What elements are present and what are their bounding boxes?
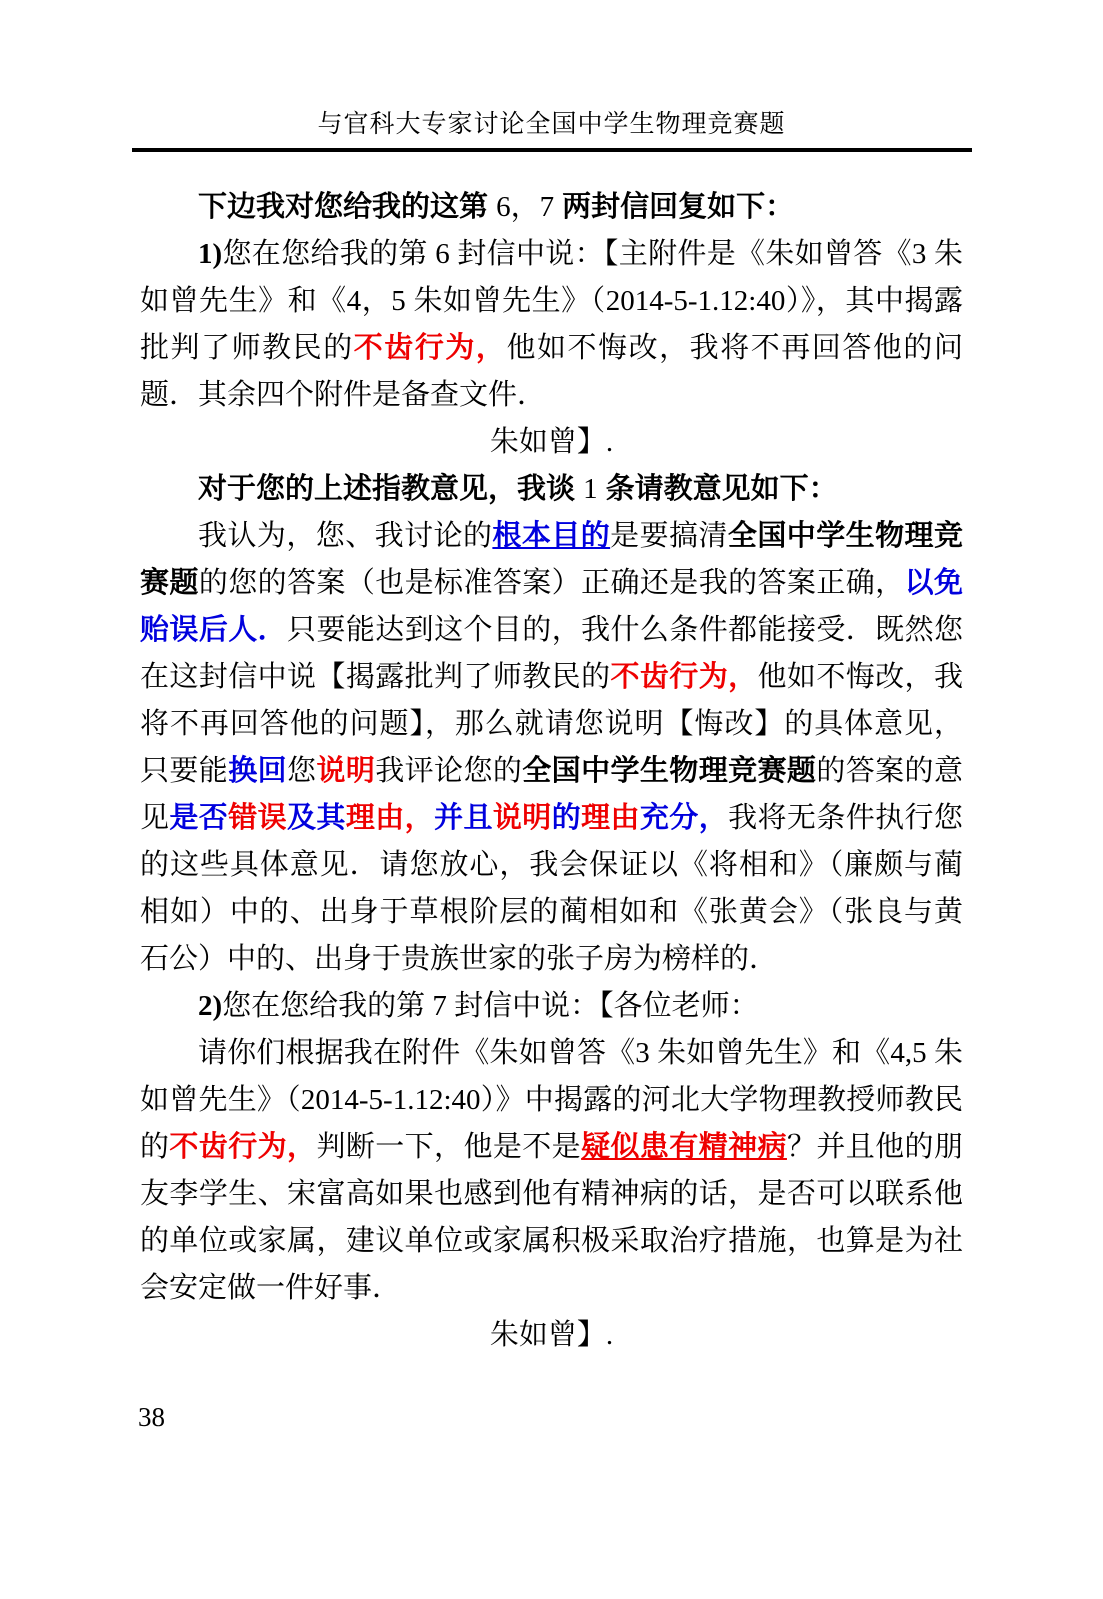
paragraph bbox=[140, 466, 963, 513]
text-segment: 我认为，您、我讨论的 bbox=[198, 520, 493, 552]
paragraph bbox=[140, 983, 963, 1030]
text-segment: 是要搞清 bbox=[610, 520, 728, 552]
text-segment: 朱如曾】. bbox=[489, 1319, 614, 1351]
text-segment: 条请教意见如下： bbox=[597, 473, 838, 505]
text-segment: 的您的答案（也是标准答案）正确还是我的答案正确， bbox=[198, 567, 905, 599]
text-segment: 理由， bbox=[345, 802, 435, 834]
running-head bbox=[0, 0, 1103, 152]
document-body bbox=[140, 184, 963, 1359]
text-segment: 错误 bbox=[228, 802, 288, 834]
text-segment: ？并且他的朋友李学生、宋富高如果也感到他有精神病的话，是否可以联系他的单位或家属，建议单位或家属积极采取治疗措施，也算是为社会安定做一件好事． bbox=[140, 1131, 963, 1304]
paragraph bbox=[140, 513, 963, 983]
text-segment: 说明 bbox=[492, 802, 552, 834]
text-segment: 全国中学生物理竞赛题 bbox=[140, 520, 963, 599]
text-segment: 您在您给我的第 7 封信中说：【各位老师： bbox=[222, 990, 759, 1022]
text-segment: 理由 bbox=[581, 802, 640, 834]
paragraph bbox=[140, 184, 963, 231]
paragraph bbox=[140, 1030, 963, 1312]
signature-line bbox=[140, 1312, 963, 1359]
text-segment: 以免贻误后人． bbox=[140, 567, 963, 646]
text-segment: 判断一下，他是不是 bbox=[316, 1131, 582, 1163]
text-segment: 1 bbox=[583, 473, 598, 505]
text-segment: 根本目的 bbox=[492, 520, 611, 552]
text-segment: 我评论您的 bbox=[375, 755, 523, 787]
text-segment: 两封信回复如下： bbox=[554, 191, 795, 223]
text-segment: 1) bbox=[198, 238, 223, 270]
text-segment: 您在您给我的第 6 封信中说：【主附件是《朱如曾答《3 朱如曾先生》和《4，5 朱如曾先生》（2014-5-1.12:40）》，其中揭露批判了师教民的 bbox=[140, 238, 963, 364]
text-segment: 及其 bbox=[287, 802, 346, 834]
text-segment: 是否 bbox=[169, 802, 229, 834]
text-segment: 您 bbox=[287, 755, 317, 787]
text-segment: 下边我对您给我的这第 bbox=[198, 191, 497, 223]
text-segment: 朱如曾】. bbox=[489, 426, 614, 458]
text-segment: 请你们根据我在附件《朱如曾答《3 朱如曾先生》和《4,5 朱如曾先生》（2014-5-1.12:40）》中揭露的河北大学物理教授师教民的 bbox=[140, 1037, 963, 1163]
paragraph bbox=[140, 231, 963, 419]
text-segment: 不齿行为， bbox=[169, 1131, 317, 1163]
text-segment: 我将无条件执行您的这些具体意见．请您放心，我会保证以《将相和》（廉颇与蔺相如）中的、出身于草根阶层的蔺相如和《张黄会》（张良与黄石公）中的、出身于贵族世家的张子房为榜样的． bbox=[140, 802, 963, 975]
text-segment: 不齿行为， bbox=[353, 332, 507, 364]
text-segment: 疑似患有精神病 bbox=[581, 1131, 787, 1163]
text-segment: 充分， bbox=[639, 802, 729, 834]
text-segment: 他如不悔改，我将不再回答他的问题】，那么就请您说明【悔改】的具体意见，只要能 bbox=[140, 661, 963, 787]
signature-line bbox=[140, 419, 963, 466]
text-segment: 只要能达到这个目的，我什么条件都能接受．既然您在这封信中说【揭露批判了师教民的 bbox=[140, 614, 963, 693]
text-segment: 换回 bbox=[228, 755, 288, 787]
header-title: 与官科大专家讨论全国中学生物理竞赛题 bbox=[317, 111, 786, 138]
text-segment: 对于您的上述指教意见，我谈 bbox=[198, 473, 584, 505]
text-segment: 2) bbox=[198, 990, 223, 1022]
header-rule bbox=[132, 148, 972, 152]
text-segment: 6，7 bbox=[496, 191, 555, 223]
page-number: 38 bbox=[138, 1402, 165, 1432]
text-segment: 他如不悔改，我将不再回答他的问题．其余四个附件是备查文件． bbox=[140, 332, 963, 411]
text-segment: 的答案的意见 bbox=[140, 755, 963, 834]
text-segment: 的 bbox=[551, 802, 582, 834]
text-segment: 不齿行为， bbox=[610, 661, 758, 693]
text-segment: 并且 bbox=[434, 802, 493, 834]
text-segment: 说明 bbox=[316, 755, 376, 787]
text-segment: 全国中学生物理竞赛题 bbox=[522, 755, 817, 787]
